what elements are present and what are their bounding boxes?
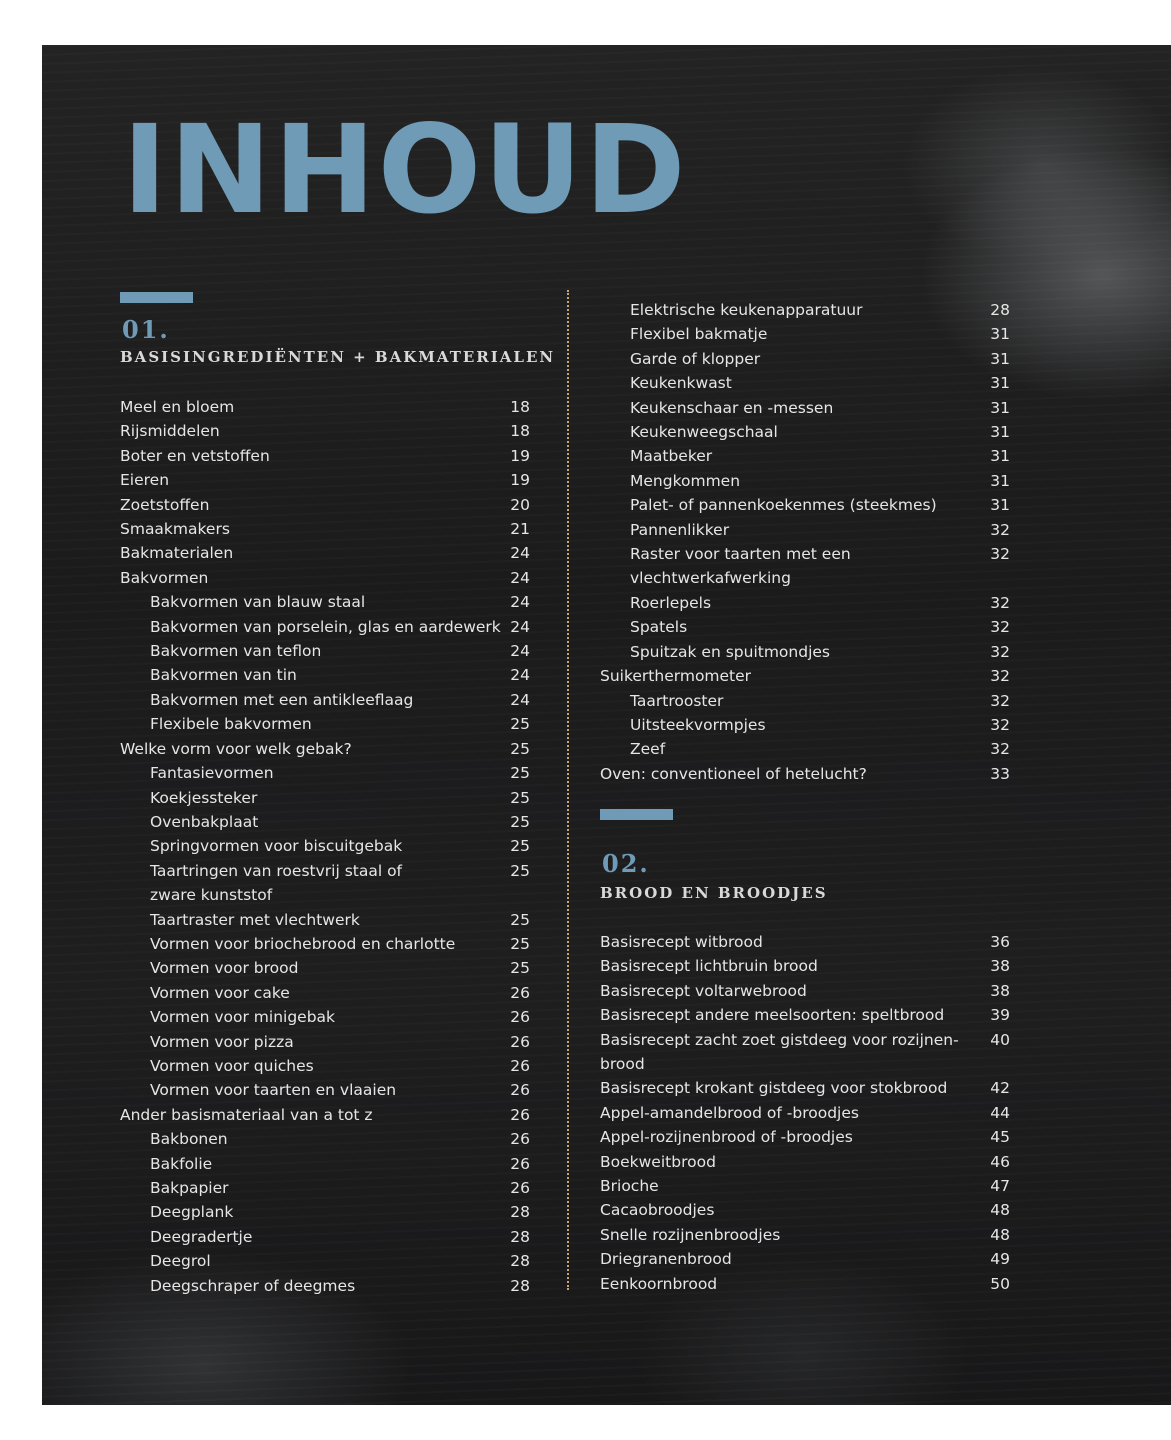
- toc-entry-title: Bakvormen: [120, 568, 209, 587]
- toc-list-section-01-continued: [600, 298, 1010, 786]
- toc-entry-page: 38: [990, 981, 1010, 1000]
- toc-entry-title: Koekjessteker: [150, 788, 258, 807]
- toc-entry-page: 25: [510, 959, 530, 978]
- toc-entry-title: Zeef: [630, 740, 666, 759]
- toc-subentry[interactable]: [120, 663, 530, 687]
- toc-entry-page: 18: [510, 422, 530, 441]
- toc-entry-page: 25: [510, 739, 530, 758]
- toc-entry-page: 26: [510, 1179, 530, 1197]
- toc-entry-title: Basisrecept zacht zoet gistdeeg voor rozijnen-: [600, 1030, 959, 1049]
- toc-entry-title: Bakfolie: [150, 1154, 213, 1173]
- toc-entry-page: 28: [510, 1227, 530, 1246]
- toc-entry-title: Taartraster met vlechtwerk: [150, 910, 360, 929]
- toc-entry-page: 39: [990, 1006, 1010, 1025]
- toc-entry-title: Suikerthermometer: [600, 667, 752, 686]
- toc-entry-page: 46: [990, 1152, 1010, 1171]
- toc-entry-title: Roerlepels: [630, 593, 712, 612]
- toc-entry-page: 38: [990, 957, 1010, 976]
- toc-entry[interactable]: [600, 1174, 1010, 1198]
- toc-entry-title: Meel en bloem: [120, 398, 235, 416]
- toc-subentry[interactable]: [600, 640, 1010, 664]
- toc-entry-title: Maatbeker: [630, 447, 713, 466]
- toc-subentry[interactable]: [600, 298, 1010, 322]
- toc-entry-title: Ander basismateriaal van a tot z: [120, 1105, 373, 1124]
- toc-entry-title: Fantasievormen: [150, 764, 274, 783]
- toc-entry-title: Appel-amandelbrood of -broodjes: [600, 1103, 859, 1122]
- toc-subentry[interactable]: [600, 591, 1010, 615]
- toc-entry-title-continued: brood: [600, 1055, 645, 1074]
- toc-entry-title: Vormen voor minigebak: [150, 1008, 336, 1027]
- toc-entry-page: 28: [510, 1203, 530, 1222]
- toc-entry[interactable]: [600, 762, 1010, 786]
- toc-entry-title: Cacaobroodjes: [600, 1201, 715, 1220]
- toc-subentry[interactable]: [600, 444, 1010, 468]
- toc-entry[interactable]: [600, 954, 1010, 978]
- toc-entry-page: 26: [510, 1130, 530, 1149]
- toc-entry-page: 31: [990, 349, 1010, 368]
- toc-entry-title: Basisrecept witbrood: [600, 933, 763, 951]
- toc-entry[interactable]: [600, 1198, 1010, 1222]
- toc-entry-page: 26: [510, 1032, 530, 1051]
- toc-entry-page: 25: [510, 764, 530, 783]
- toc-entry[interactable]: [600, 1125, 1010, 1149]
- toc-entry-page: 47: [990, 1177, 1010, 1196]
- toc-entry-page: 31: [990, 423, 1010, 442]
- toc-subentry[interactable]: [120, 639, 530, 663]
- toc-subentry[interactable]: [120, 810, 530, 834]
- toc-entry-title: Taartringen van roestvrij staal of: [150, 861, 403, 880]
- toc-entry-page: 42: [990, 1079, 1010, 1098]
- toc-entry-title: Bakpapier: [150, 1179, 229, 1197]
- toc-entry-page: 28: [510, 1276, 530, 1295]
- toc-entry-title: Ovenbakplaat: [150, 812, 259, 831]
- toc-entry[interactable]: [120, 419, 530, 443]
- toc-entry-title: Boter en vetstoffen: [120, 446, 270, 465]
- toc-entry[interactable]: [120, 468, 530, 492]
- toc-entry[interactable]: [120, 737, 530, 761]
- section-02-number: 02.: [602, 849, 650, 878]
- toc-entry-title: Deegschraper of deegmes: [150, 1276, 356, 1295]
- toc-entry-page: 20: [510, 495, 530, 514]
- toc-entry-page: 24: [510, 617, 530, 636]
- toc-subentry[interactable]: [600, 615, 1010, 639]
- toc-entry[interactable]: [600, 979, 1010, 1003]
- toc-subentry[interactable]: [120, 1127, 530, 1151]
- toc-entry-page: 25: [510, 715, 530, 734]
- toc-entry-title: Vormen voor cake: [150, 983, 290, 1002]
- toc-entry-page: 25: [510, 910, 530, 929]
- toc-entry-title: Keukenschaar en -messen: [630, 398, 834, 417]
- toc-subentry[interactable]: [120, 956, 530, 980]
- toc-entry-title: Boekweitbrood: [600, 1152, 716, 1171]
- toc-entry-page: 33: [990, 764, 1010, 783]
- toc-entry-title: Oven: conventioneel of hetelucht?: [600, 764, 867, 783]
- toc-entry-page: 50: [990, 1274, 1010, 1293]
- toc-entry-title: Taartrooster: [630, 691, 724, 710]
- toc-subentry[interactable]: [120, 761, 530, 785]
- toc-subentry[interactable]: [120, 615, 530, 639]
- toc-entry-page: 32: [990, 618, 1010, 637]
- toc-entry-title: Keukenkwast: [630, 374, 732, 393]
- toc-entry-page: 19: [510, 446, 530, 465]
- toc-entry-title: Deegplank: [150, 1203, 234, 1222]
- toc-entry[interactable]: [600, 664, 1010, 688]
- toc-entry-title: Vormen voor briochebrood en charlotte: [150, 934, 456, 953]
- toc-entry-title: Appel-rozijnenbrood of -broodjes: [600, 1128, 853, 1147]
- toc-entry-title-continued: zware kunststof: [150, 886, 273, 905]
- toc-entry-title: Bakbonen: [150, 1130, 228, 1149]
- toc-subentry[interactable]: [120, 590, 530, 614]
- toc-entry-title: Mengkommen: [630, 471, 741, 490]
- toc-entry-title: Basisrecept voltarwebrood: [600, 981, 807, 1000]
- toc-entry-title: Bakvormen van blauw staal: [150, 593, 366, 612]
- toc-entry-page: 31: [990, 325, 1010, 344]
- toc-entry-page: 32: [990, 642, 1010, 661]
- toc-entry-page: 26: [510, 1008, 530, 1027]
- page-title: INHOUD: [122, 99, 688, 241]
- toc-entry-page: 40: [990, 1030, 1010, 1049]
- toc-entry-title: Driegranenbrood: [600, 1250, 732, 1269]
- toc-entry-page: 31: [990, 496, 1010, 515]
- toc-entry-title: Zoetstoffen: [120, 495, 210, 514]
- toc-subentry[interactable]: [120, 1225, 530, 1249]
- toc-entry[interactable]: [600, 930, 1010, 954]
- toc-entry-page: 24: [510, 544, 530, 563]
- toc-entry-page: 18: [510, 398, 530, 416]
- toc-subentry[interactable]: [600, 396, 1010, 420]
- toc-subentry[interactable]: [600, 371, 1010, 395]
- toc-subentry[interactable]: [120, 859, 530, 908]
- toc-entry-title: Snelle rozijnenbroodjes: [600, 1225, 781, 1244]
- toc-entry-page: 24: [510, 690, 530, 709]
- toc-entry-title: Bakvormen van tin: [150, 666, 297, 685]
- toc-entry-title: Rijsmiddelen: [120, 422, 220, 441]
- toc-entry[interactable]: [600, 1028, 1010, 1077]
- toc-subentry[interactable]: [600, 518, 1010, 542]
- toc-subentry[interactable]: [120, 1274, 530, 1298]
- toc-subentry[interactable]: [600, 347, 1010, 371]
- toc-entry-title: Basisrecept andere meelsoorten: speltbrood: [600, 1006, 945, 1025]
- page-background: [42, 45, 1171, 1405]
- toc-entry-title: Palet- of pannenkoekenmes (steekmes): [630, 496, 937, 515]
- toc-entry[interactable]: [120, 395, 530, 419]
- toc-entry-title: Flexibele bakvormen: [150, 715, 312, 734]
- toc-entry-page: 48: [990, 1225, 1010, 1244]
- toc-entry-page: 26: [510, 1154, 530, 1173]
- toc-entry-page: 48: [990, 1201, 1010, 1220]
- toc-entry-page: 24: [510, 642, 530, 661]
- toc-entry-title: Elektrische keukenapparatuur: [630, 301, 863, 319]
- toc-entry-page: 31: [990, 471, 1010, 490]
- section-02-accent-bar: [600, 809, 673, 820]
- toc-entry-page: 25: [510, 934, 530, 953]
- toc-entry[interactable]: [600, 1150, 1010, 1174]
- toc-entry-page: 24: [510, 568, 530, 587]
- toc-entry[interactable]: [600, 1223, 1010, 1247]
- toc-subentry[interactable]: [120, 932, 530, 956]
- toc-entry[interactable]: [120, 566, 530, 590]
- toc-entry[interactable]: [120, 1103, 530, 1127]
- toc-subentry[interactable]: [600, 713, 1010, 737]
- toc-subentry[interactable]: [120, 1152, 530, 1176]
- toc-entry-page: 32: [990, 691, 1010, 710]
- toc-entry[interactable]: [120, 444, 530, 468]
- toc-subentry[interactable]: [600, 689, 1010, 713]
- toc-entry-title: Bakvormen van porselein, glas en aardewerk: [150, 617, 501, 636]
- toc-entry-title: Garde of klopper: [630, 349, 761, 368]
- toc-entry-page: 32: [990, 740, 1010, 759]
- toc-list-section-02: [600, 930, 1010, 1296]
- toc-subentry[interactable]: [120, 1054, 530, 1078]
- toc-subentry[interactable]: [120, 786, 530, 810]
- toc-entry-title: Spatels: [630, 618, 688, 637]
- toc-entry-title: Pannenlikker: [630, 520, 730, 539]
- toc-entry-title: Deegrol: [150, 1252, 211, 1271]
- toc-entry-page: 25: [510, 861, 530, 880]
- toc-entry-page: 44: [990, 1103, 1010, 1122]
- toc-entry-page: 25: [510, 837, 530, 856]
- toc-subentry[interactable]: [600, 322, 1010, 346]
- toc-entry-title: Raster voor taarten met een: [630, 545, 851, 564]
- toc-entry-title: Brioche: [600, 1177, 659, 1196]
- toc-entry-page: 32: [990, 667, 1010, 686]
- toc-subentry[interactable]: [600, 542, 1010, 591]
- toc-entry-title: Keukenweegschaal: [630, 423, 778, 442]
- toc-subentry[interactable]: [600, 737, 1010, 761]
- toc-entry[interactable]: [600, 1076, 1010, 1100]
- toc-list-section-01: [120, 395, 530, 1298]
- toc-subentry[interactable]: [120, 1030, 530, 1054]
- section-02-title: BROOD EN BROODJES: [600, 884, 828, 902]
- toc-entry-title: Deegradertje: [150, 1227, 253, 1246]
- column-divider: [567, 290, 569, 1290]
- toc-entry[interactable]: [600, 1272, 1010, 1296]
- toc-subentry[interactable]: [120, 1200, 530, 1224]
- toc-entry[interactable]: [600, 1101, 1010, 1125]
- toc-entry-page: 49: [990, 1250, 1010, 1269]
- toc-entry-title: Eieren: [120, 471, 170, 490]
- toc-entry-page: 25: [510, 812, 530, 831]
- toc-subentry[interactable]: [120, 908, 530, 932]
- toc-entry[interactable]: [120, 541, 530, 565]
- toc-subentry[interactable]: [120, 1078, 530, 1102]
- toc-entry-page: 25: [510, 788, 530, 807]
- toc-entry-title: Vormen voor pizza: [150, 1032, 294, 1051]
- toc-entry-title: Flexibel bakmatje: [630, 325, 768, 344]
- toc-entry-page: 28: [510, 1252, 530, 1271]
- toc-entry-page: 26: [510, 1081, 530, 1100]
- toc-subentry[interactable]: [600, 493, 1010, 517]
- toc-entry-title: Welke vorm voor welk gebak?: [120, 739, 352, 758]
- toc-entry-page: 26: [510, 1105, 530, 1124]
- toc-entry-page: 32: [990, 545, 1010, 564]
- toc-entry-title: Bakmaterialen: [120, 544, 234, 563]
- toc-entry-title: Uitsteekvormpjes: [630, 715, 766, 734]
- toc-entry-page: 19: [510, 471, 530, 490]
- toc-entry-page: 31: [990, 398, 1010, 417]
- toc-entry-title: Vormen voor brood: [150, 959, 299, 978]
- toc-entry-title: Bakvormen met een antikleeflaag: [150, 690, 414, 709]
- toc-subentry[interactable]: [120, 981, 530, 1005]
- toc-entry-page: 32: [990, 520, 1010, 539]
- toc-entry-title: Smaakmakers: [120, 520, 230, 539]
- toc-subentry[interactable]: [600, 469, 1010, 493]
- toc-entry-title: Vormen voor quiches: [150, 1056, 314, 1075]
- toc-entry-page: 26: [510, 983, 530, 1002]
- toc-entry-page: 31: [990, 447, 1010, 466]
- toc-subentry[interactable]: [120, 1249, 530, 1273]
- toc-subentry[interactable]: [120, 1176, 530, 1200]
- toc-entry-page: 32: [990, 593, 1010, 612]
- toc-entry-page: 45: [990, 1128, 1010, 1147]
- toc-entry-page: 31: [990, 374, 1010, 393]
- toc-entry-title: Eenkoornbrood: [600, 1274, 718, 1293]
- toc-subentry[interactable]: [120, 834, 530, 858]
- toc-entry-title: Bakvormen van teflon: [150, 642, 322, 661]
- toc-entry-title: Springvormen voor biscuitgebak: [150, 837, 403, 856]
- toc-entry-page: 24: [510, 666, 530, 685]
- toc-entry-title: Spuitzak en spuitmondjes: [630, 642, 830, 661]
- toc-entry-page: 21: [510, 520, 530, 539]
- toc-entry-title-continued: vlechtwerkafwerking: [630, 569, 791, 588]
- section-01-accent-bar: [120, 292, 193, 303]
- section-01-title: BASISINGREDIËNTEN + BAKMATERIALEN: [120, 348, 556, 366]
- toc-subentry[interactable]: [120, 1005, 530, 1029]
- toc-subentry[interactable]: [120, 712, 530, 736]
- toc-subentry[interactable]: [120, 688, 530, 712]
- toc-entry[interactable]: [600, 1003, 1010, 1027]
- toc-entry-title: Vormen voor taarten en vlaaien: [150, 1081, 397, 1100]
- toc-entry[interactable]: [600, 1247, 1010, 1271]
- toc-entry[interactable]: [120, 493, 530, 517]
- section-01-number: 01.: [122, 315, 170, 344]
- toc-entry-page: 24: [510, 593, 530, 612]
- toc-entry-page: 28: [990, 301, 1010, 319]
- toc-entry-page: 26: [510, 1056, 530, 1075]
- toc-entry-title: Basisrecept lichtbruin brood: [600, 957, 818, 976]
- toc-entry-page: 36: [990, 933, 1010, 951]
- toc-entry[interactable]: [120, 517, 530, 541]
- toc-entry-title: Basisrecept krokant gistdeeg voor stokbrood: [600, 1079, 948, 1098]
- toc-entry-page: 32: [990, 715, 1010, 734]
- toc-subentry[interactable]: [600, 420, 1010, 444]
